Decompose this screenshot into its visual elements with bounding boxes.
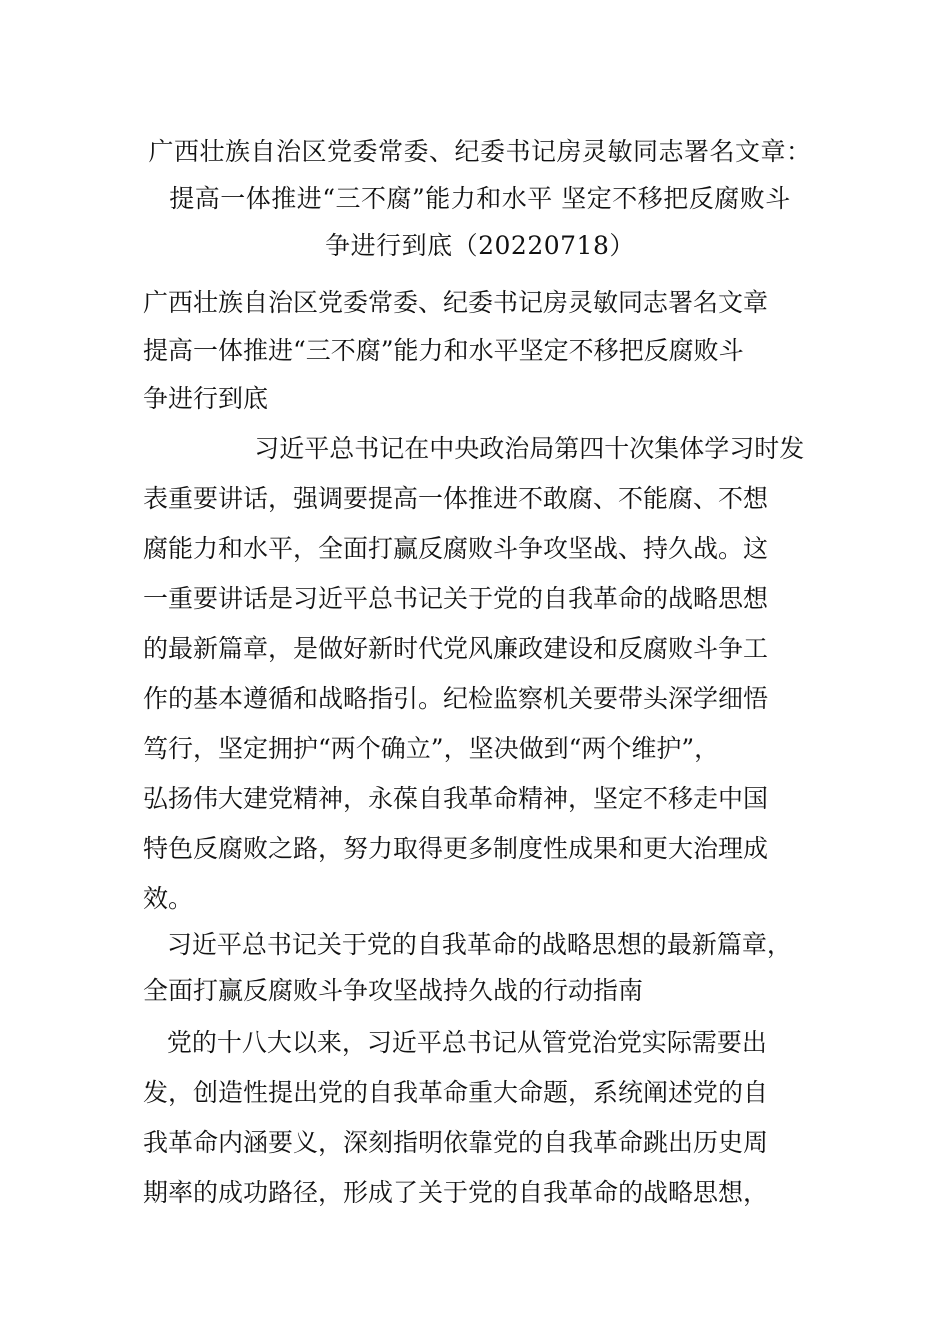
paragraph-line: 腐能力和水平，全面打赢反腐败斗争攻坚战、持久战。这 <box>143 534 769 563</box>
section-heading <box>143 922 833 1014</box>
subtitle-line-2: 提高一体推进“三不腐”能力和水平坚定不移把反腐败斗 <box>143 336 744 365</box>
paragraph-line: 弘扬伟大建党精神，永葆自我革命精神，坚定不移走中国 <box>143 784 769 813</box>
title-line-2: 提高一体推进“三不腐”能力和水平 坚定不移把反腐败斗 <box>169 184 791 213</box>
title-line-3: 争进行到底（20220718） <box>325 231 635 260</box>
paragraph-line: 表重要讲话，强调要提高一体推进不敢腐、不能腐、不想 <box>143 484 769 513</box>
document-subtitle <box>143 279 823 423</box>
paragraph-line: 期率的成功路径，形成了关于党的自我革命的战略思想， <box>143 1178 769 1207</box>
paragraph-line: 我革命内涵要义，深刻指明依靠党的自我革命跳出历史周 <box>143 1128 769 1157</box>
paragraph-line: 效。 <box>143 884 194 913</box>
paragraph-line: 特色反腐败之路，努力取得更多制度性成果和更大治理成 <box>143 834 769 863</box>
paragraph-line: 习近平总书记在中央政治局第四十次集体学习时发 <box>143 434 805 463</box>
subtitle-line-3: 争进行到底 <box>143 384 269 413</box>
section-heading-line-1: 习近平总书记关于党的自我革命的战略思想的最新篇章， <box>143 930 792 959</box>
title-line-1: 广西壮族自治区党委常委、纪委书记房灵敏同志署名文章： <box>148 137 812 166</box>
section-heading-line-2: 全面打赢反腐败斗争攻坚战持久战的行动指南 <box>143 976 644 1005</box>
paragraph-line: 的最新篇章，是做好新时代党风廉政建设和反腐败斗争工 <box>143 634 769 663</box>
paragraph-line: 一重要讲话是习近平总书记关于党的自我革命的战略思想 <box>143 584 769 613</box>
body-paragraph-1 <box>143 424 833 924</box>
paragraph-line: 发，创造性提出党的自我革命重大命题，系统阐述党的自 <box>143 1078 769 1107</box>
subtitle-line-1: 广西壮族自治区党委常委、纪委书记房灵敏同志署名文章 <box>143 288 769 317</box>
paragraph-line: 作的基本遵循和战略指引。纪检监察机关要带头深学细悟 <box>143 684 769 713</box>
body-paragraph-2 <box>143 1018 833 1218</box>
paragraph-line: 党的十八大以来，习近平总书记从管党治党实际需要出 <box>143 1028 767 1057</box>
paragraph-line: 笃行，坚定拥护“两个确立”，坚决做到“两个维护”， <box>143 734 720 763</box>
document-title <box>140 128 820 269</box>
